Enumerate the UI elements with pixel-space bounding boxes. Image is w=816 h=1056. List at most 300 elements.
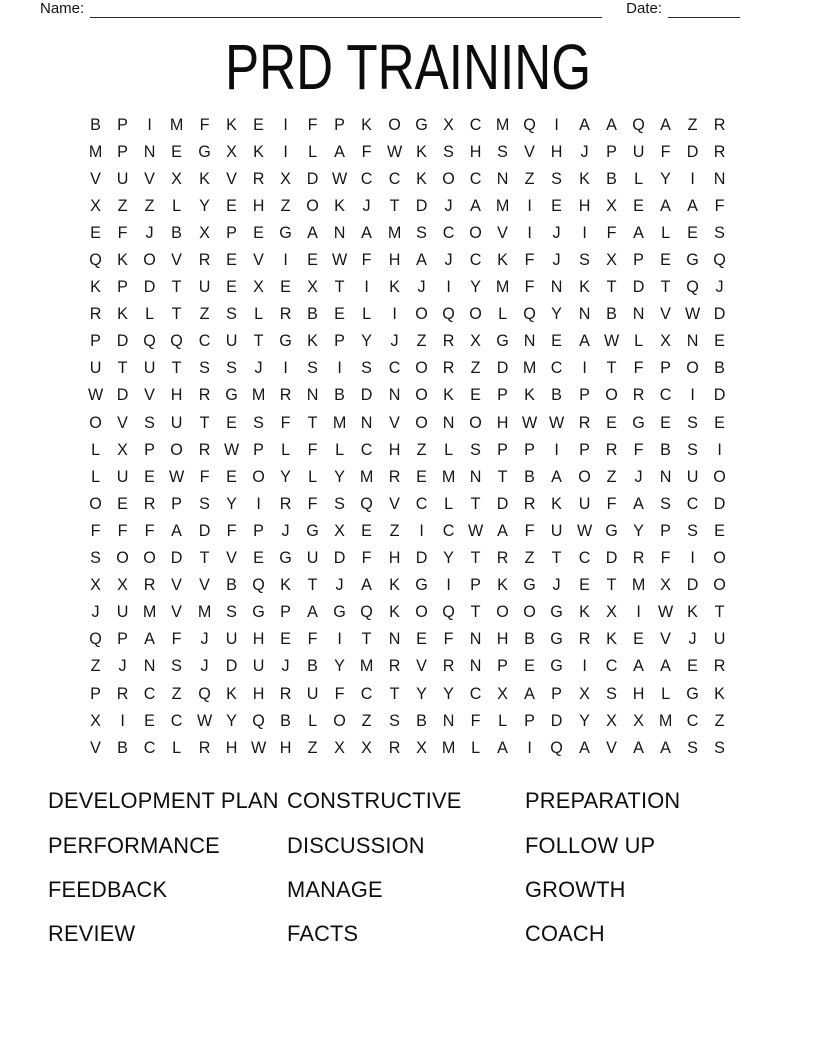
grid-letter: O bbox=[306, 195, 319, 215]
grid-letter: U bbox=[225, 629, 238, 649]
grid-letter: V bbox=[198, 575, 210, 595]
grid-letter: J bbox=[417, 277, 426, 297]
grid-letter: S bbox=[660, 493, 671, 513]
grid-letter: B bbox=[280, 710, 291, 730]
grid-letter: C bbox=[442, 520, 455, 540]
grid-letter: S bbox=[307, 358, 319, 378]
grid-letter: Y bbox=[470, 277, 481, 297]
grid-letter: P bbox=[117, 141, 129, 161]
grid-letter: Z bbox=[389, 520, 400, 540]
grid-letter: I bbox=[527, 737, 533, 757]
grid-letter: M bbox=[333, 412, 347, 432]
word-list-item: FEEDBACK bbox=[48, 876, 168, 902]
grid-letter: Q bbox=[713, 250, 727, 270]
grid-letter: F bbox=[524, 277, 535, 297]
grid-letter: V bbox=[605, 737, 617, 757]
grid-letter: I bbox=[527, 222, 533, 242]
grid-letter: Q bbox=[523, 114, 537, 134]
grid-letter: G bbox=[306, 520, 319, 540]
grid-letter: B bbox=[225, 575, 237, 595]
grid-letter: I bbox=[419, 520, 424, 540]
grid-letter: M bbox=[170, 114, 184, 134]
date-label: Date: bbox=[626, 0, 662, 17]
grid-letter: Z bbox=[199, 304, 210, 324]
grid-letter: M bbox=[495, 114, 510, 134]
grid-letter: H bbox=[496, 412, 509, 432]
grid-letter: Q bbox=[252, 575, 265, 595]
grid-letter: V bbox=[524, 141, 536, 161]
grid-letter: O bbox=[414, 385, 428, 405]
grid-letter: D bbox=[632, 277, 645, 297]
grid-letter: W bbox=[386, 141, 402, 161]
grid-letter: U bbox=[578, 493, 590, 513]
grid-letter: K bbox=[388, 575, 400, 595]
grid-letter: A bbox=[524, 683, 536, 703]
grid-letter: N bbox=[496, 168, 509, 188]
grid-letter: W bbox=[332, 168, 348, 188]
grid-letter: S bbox=[334, 493, 346, 513]
grid-letter: X bbox=[90, 575, 101, 595]
grid-letter: F bbox=[606, 493, 617, 513]
grid-letter: R bbox=[578, 412, 590, 432]
grid-letter: F bbox=[199, 466, 210, 486]
grid-letter: T bbox=[470, 493, 481, 513]
grid-letter: X bbox=[90, 710, 101, 730]
grid-letter: Q bbox=[550, 737, 564, 757]
grid-letter: E bbox=[660, 412, 671, 432]
grid-letter: U bbox=[116, 168, 129, 188]
grid-letter: P bbox=[578, 385, 590, 405]
grid-letter: P bbox=[497, 385, 509, 405]
grid-letter: K bbox=[388, 277, 400, 297]
grid-letter: N bbox=[469, 629, 482, 649]
grid-letter: L bbox=[443, 439, 453, 459]
name-label: Name: bbox=[40, 0, 85, 17]
word-list-item: MANAGE bbox=[287, 876, 383, 902]
grid-letter: C bbox=[469, 683, 482, 703]
grid-letter: L bbox=[91, 466, 101, 486]
grid-letter: O bbox=[713, 548, 727, 568]
grid-letter: G bbox=[279, 222, 292, 242]
grid-letter: B bbox=[307, 304, 319, 324]
grid-letter: K bbox=[388, 602, 400, 622]
grid-letter: R bbox=[198, 737, 210, 757]
grid-letter: P bbox=[551, 683, 563, 703]
grid-letter: I bbox=[527, 195, 533, 215]
grid-letter: U bbox=[116, 602, 129, 622]
grid-letter: J bbox=[118, 656, 127, 676]
grid-letter: W bbox=[223, 439, 239, 459]
grid-letter: Q bbox=[252, 710, 265, 730]
grid-letter: K bbox=[415, 141, 427, 161]
grid-letter: R bbox=[578, 629, 590, 649]
grid-letter: R bbox=[632, 385, 645, 405]
grid-letter: T bbox=[253, 331, 264, 351]
grid-letter: Q bbox=[523, 304, 537, 324]
grid-letter: F bbox=[307, 114, 318, 134]
grid-letter: D bbox=[415, 195, 428, 215]
grid-letter: V bbox=[253, 250, 264, 270]
grid-letter: Q bbox=[170, 331, 184, 351]
grid-letter: K bbox=[90, 277, 101, 297]
grid-letter: Y bbox=[660, 168, 671, 188]
grid-letter: S bbox=[714, 222, 726, 242]
grid-letter: V bbox=[90, 737, 101, 757]
grid-letter: R bbox=[442, 656, 455, 676]
grid-letter: G bbox=[197, 141, 211, 161]
grid-letter: U bbox=[686, 466, 699, 486]
grid-letter: B bbox=[605, 168, 617, 188]
grid-letter: P bbox=[144, 439, 156, 459]
grid-letter: V bbox=[388, 493, 400, 513]
grid-letter: Z bbox=[714, 710, 725, 730]
grid-letter: E bbox=[334, 304, 346, 324]
grid-letter: E bbox=[660, 250, 671, 270]
grid-letter: S bbox=[144, 412, 156, 432]
grid-letter: U bbox=[225, 331, 238, 351]
grid-letter: G bbox=[550, 629, 564, 649]
grid-letter: T bbox=[117, 358, 128, 378]
grid-letter: B bbox=[524, 629, 536, 649]
grid-letter: B bbox=[605, 304, 617, 324]
grid-letter: Y bbox=[334, 656, 346, 676]
grid-letter: C bbox=[551, 358, 563, 378]
grid-letter: M bbox=[523, 358, 537, 378]
grid-letter: K bbox=[253, 141, 264, 161]
grid-letter: Y bbox=[334, 466, 346, 486]
grid-letter: T bbox=[497, 466, 508, 486]
grid-letter: J bbox=[688, 629, 697, 649]
grid-letter: X bbox=[470, 331, 481, 351]
grid-letter: K bbox=[551, 493, 563, 513]
grid-letter: O bbox=[143, 548, 157, 568]
grid-letter: O bbox=[252, 466, 265, 486]
grid-letter: Z bbox=[117, 195, 128, 215]
grid-letter: R bbox=[605, 439, 618, 459]
grid-letter: K bbox=[280, 575, 291, 595]
grid-letter: P bbox=[578, 439, 590, 459]
letter-grid bbox=[82, 111, 733, 761]
grid-letter: X bbox=[605, 602, 617, 622]
grid-letter: X bbox=[660, 575, 671, 595]
grid-letter: F bbox=[714, 195, 725, 215]
grid-letter: F bbox=[226, 520, 237, 540]
grid-letter: I bbox=[337, 358, 343, 378]
grid-letter: R bbox=[388, 737, 400, 757]
grid-letter: G bbox=[414, 575, 428, 595]
grid-letter: Q bbox=[89, 250, 102, 270]
grid-letter: V bbox=[497, 222, 509, 242]
grid-letter: Q bbox=[89, 629, 102, 649]
grid-letter: A bbox=[578, 331, 590, 351]
grid-letter: M bbox=[658, 710, 673, 730]
grid-letter: X bbox=[632, 710, 644, 730]
grid-letter: P bbox=[524, 439, 536, 459]
grid-letter: V bbox=[144, 168, 156, 188]
grid-letter: J bbox=[444, 195, 453, 215]
grid-letter: E bbox=[687, 222, 699, 242]
grid-letter: I bbox=[446, 575, 451, 595]
grid-letter: F bbox=[633, 439, 644, 459]
grid-letter: G bbox=[279, 331, 292, 351]
grid-letter: P bbox=[117, 277, 129, 297]
grid-letter: I bbox=[283, 250, 288, 270]
grid-letter: O bbox=[496, 602, 509, 622]
grid-letter: G bbox=[550, 602, 564, 622]
grid-letter: R bbox=[279, 683, 292, 703]
grid-letter: M bbox=[495, 277, 510, 297]
grid-letter: J bbox=[145, 222, 154, 242]
grid-letter: H bbox=[469, 141, 482, 161]
page-title: PRD TRAINING bbox=[224, 31, 592, 103]
grid-letter: R bbox=[279, 385, 292, 405]
grid-letter: P bbox=[660, 520, 671, 540]
grid-letter: Q bbox=[197, 683, 211, 703]
grid-letter: H bbox=[252, 629, 265, 649]
grid-letter: C bbox=[144, 737, 156, 757]
grid-letter: S bbox=[198, 358, 210, 378]
grid-letter: W bbox=[332, 250, 348, 270]
grid-letter: L bbox=[308, 466, 318, 486]
grid-letter: P bbox=[90, 683, 101, 703]
grid-letter: U bbox=[252, 656, 265, 676]
grid-letter: P bbox=[497, 656, 509, 676]
grid-letter: P bbox=[253, 520, 264, 540]
grid-letter: M bbox=[251, 385, 266, 405]
grid-letter: J bbox=[715, 277, 724, 297]
grid-letter: G bbox=[686, 683, 699, 703]
grid-letter: F bbox=[470, 710, 481, 730]
grid-letter: Z bbox=[524, 168, 535, 188]
grid-letter: E bbox=[307, 250, 319, 270]
grid-letter: L bbox=[661, 683, 671, 703]
grid-letter: P bbox=[117, 629, 129, 649]
grid-letter: R bbox=[198, 250, 210, 270]
grid-letter: X bbox=[307, 277, 319, 297]
grid-letter: A bbox=[660, 656, 671, 676]
grid-letter: C bbox=[469, 250, 482, 270]
grid-letter: T bbox=[552, 548, 562, 568]
grid-letter: Y bbox=[198, 195, 210, 215]
grid-letter: K bbox=[198, 168, 210, 188]
grid-letter: R bbox=[388, 656, 400, 676]
grid-letter: N bbox=[713, 168, 726, 188]
grid-letter: I bbox=[690, 548, 695, 568]
grid-letter: D bbox=[686, 141, 699, 161]
grid-letter: D bbox=[333, 548, 346, 568]
grid-letter: T bbox=[307, 575, 318, 595]
grid-letter: P bbox=[171, 493, 183, 513]
grid-letter: H bbox=[388, 548, 400, 568]
grid-letter: O bbox=[442, 168, 455, 188]
grid-letter: O bbox=[713, 466, 727, 486]
grid-letter: L bbox=[498, 304, 508, 324]
grid-letter: P bbox=[470, 575, 481, 595]
grid-letter: G bbox=[333, 602, 347, 622]
grid-letter: S bbox=[253, 412, 264, 432]
grid-letter: C bbox=[361, 168, 373, 188]
grid-letter: O bbox=[523, 602, 537, 622]
grid-letter: S bbox=[687, 412, 699, 432]
word-list-item: REVIEW bbox=[48, 921, 136, 947]
grid-letter: X bbox=[415, 737, 427, 757]
grid-letter: A bbox=[660, 737, 671, 757]
grid-letter: R bbox=[198, 439, 210, 459]
grid-letter: L bbox=[172, 195, 182, 215]
grid-letter: R bbox=[523, 493, 536, 513]
grid-letter: B bbox=[660, 439, 671, 459]
grid-letter: G bbox=[252, 602, 265, 622]
grid-letter: I bbox=[391, 304, 397, 324]
grid-letter: P bbox=[280, 602, 291, 622]
grid-letter: U bbox=[632, 141, 645, 161]
grid-letter: D bbox=[171, 548, 183, 568]
grid-letter: U bbox=[306, 683, 319, 703]
grid-letter: H bbox=[496, 629, 509, 649]
grid-letter: J bbox=[552, 575, 561, 595]
grid-letter: J bbox=[390, 331, 399, 351]
grid-letter: E bbox=[225, 466, 237, 486]
grid-letter: P bbox=[660, 358, 671, 378]
grid-letter: F bbox=[362, 141, 372, 161]
grid-letter: I bbox=[717, 439, 723, 459]
grid-letter: T bbox=[307, 412, 318, 432]
grid-letter: R bbox=[144, 493, 156, 513]
grid-letter: T bbox=[172, 358, 182, 378]
grid-letter: R bbox=[279, 304, 292, 324]
grid-letter: E bbox=[225, 277, 237, 297]
grid-letter: B bbox=[714, 358, 726, 378]
grid-letter: E bbox=[225, 412, 237, 432]
grid-letter: S bbox=[497, 141, 509, 161]
grid-letter: S bbox=[198, 493, 210, 513]
grid-letter: O bbox=[577, 466, 591, 486]
grid-letter: Y bbox=[225, 493, 237, 513]
grid-letter: F bbox=[307, 629, 318, 649]
grid-letter: F bbox=[307, 439, 318, 459]
grid-letter: U bbox=[116, 466, 129, 486]
grid-letter: P bbox=[497, 439, 509, 459]
grid-letter: V bbox=[388, 412, 400, 432]
word-list-item: COACH bbox=[525, 921, 605, 947]
grid-letter: Y bbox=[225, 710, 237, 730]
grid-letter: X bbox=[117, 439, 129, 459]
grid-letter: S bbox=[388, 710, 400, 730]
grid-letter: J bbox=[281, 520, 290, 540]
grid-letter: A bbox=[307, 602, 319, 622]
grid-letter: L bbox=[362, 304, 372, 324]
grid-letter: N bbox=[659, 466, 672, 486]
grid-letter: R bbox=[496, 548, 509, 568]
grid-letter: A bbox=[578, 114, 590, 134]
word-list-item: CONSTRUCTIVE bbox=[287, 788, 462, 814]
grid-letter: M bbox=[387, 222, 401, 242]
grid-letter: V bbox=[225, 548, 237, 568]
word-list-item: FOLLOW UP bbox=[525, 832, 656, 858]
grid-letter: J bbox=[254, 358, 263, 378]
grid-letter: R bbox=[198, 385, 210, 405]
grid-letter: R bbox=[116, 683, 129, 703]
word-list-item: PREPARATION bbox=[525, 788, 681, 814]
grid-letter: A bbox=[632, 656, 644, 676]
date-blank-line bbox=[668, 3, 740, 18]
grid-letter: G bbox=[496, 331, 509, 351]
grid-letter: W bbox=[87, 385, 104, 405]
grid-letter: E bbox=[253, 548, 264, 568]
grid-letter: N bbox=[306, 385, 319, 405]
grid-letter: A bbox=[605, 114, 617, 134]
grid-letter: H bbox=[225, 737, 238, 757]
grid-letter: B bbox=[524, 466, 536, 486]
grid-letter: C bbox=[686, 493, 699, 513]
grid-letter: E bbox=[714, 520, 726, 540]
grid-letter: L bbox=[335, 439, 345, 459]
grid-letter: T bbox=[199, 548, 210, 568]
grid-letter: X bbox=[605, 710, 617, 730]
grid-letter: O bbox=[686, 358, 699, 378]
grid-letter: E bbox=[117, 493, 129, 513]
grid-letter: V bbox=[660, 304, 671, 324]
grid-letter: K bbox=[497, 575, 509, 595]
grid-letter: A bbox=[660, 114, 671, 134]
grid-letter: K bbox=[605, 629, 617, 649]
grid-letter: T bbox=[606, 358, 617, 378]
grid-letter: E bbox=[415, 629, 427, 649]
grid-letter: Q bbox=[360, 493, 374, 513]
grid-letter: K bbox=[361, 114, 373, 134]
grid-letter: O bbox=[333, 710, 347, 730]
grid-letter: S bbox=[443, 141, 454, 161]
grid-letter: K bbox=[415, 168, 427, 188]
grid-letter: M bbox=[495, 195, 510, 215]
grid-letter: K bbox=[578, 277, 590, 297]
grid-letter: E bbox=[578, 575, 590, 595]
grid-letter: L bbox=[443, 493, 453, 513]
grid-letter: O bbox=[713, 575, 727, 595]
grid-letter: X bbox=[334, 737, 346, 757]
grid-letter: I bbox=[581, 222, 587, 242]
grid-letter: O bbox=[414, 412, 428, 432]
grid-letter: S bbox=[687, 737, 699, 757]
grid-letter: N bbox=[144, 656, 156, 676]
grid-letter: I bbox=[337, 629, 343, 649]
grid-letter: N bbox=[578, 304, 590, 324]
grid-letter: A bbox=[470, 195, 481, 215]
grid-letter: V bbox=[660, 629, 671, 649]
grid-letter: O bbox=[469, 222, 482, 242]
grid-letter: Y bbox=[443, 548, 454, 568]
grid-letter: Z bbox=[687, 114, 698, 134]
grid-letter: C bbox=[361, 439, 373, 459]
grid-letter: Z bbox=[307, 737, 318, 757]
grid-letter: K bbox=[524, 385, 536, 405]
grid-letter: G bbox=[279, 548, 292, 568]
word-list bbox=[48, 779, 748, 957]
grid-letter: F bbox=[307, 493, 318, 513]
grid-letter: E bbox=[225, 250, 237, 270]
grid-letter: G bbox=[550, 656, 564, 676]
grid-letter: O bbox=[89, 412, 102, 432]
grid-letter: D bbox=[496, 493, 509, 513]
grid-letter: Z bbox=[90, 656, 101, 676]
grid-letter: V bbox=[171, 250, 183, 270]
grid-letter: J bbox=[444, 250, 453, 270]
grid-letter: W bbox=[685, 304, 701, 324]
grid-letter: N bbox=[442, 710, 455, 730]
grid-letter: N bbox=[686, 331, 699, 351]
grid-letter: I bbox=[283, 141, 288, 161]
grid-letter: T bbox=[470, 602, 481, 622]
